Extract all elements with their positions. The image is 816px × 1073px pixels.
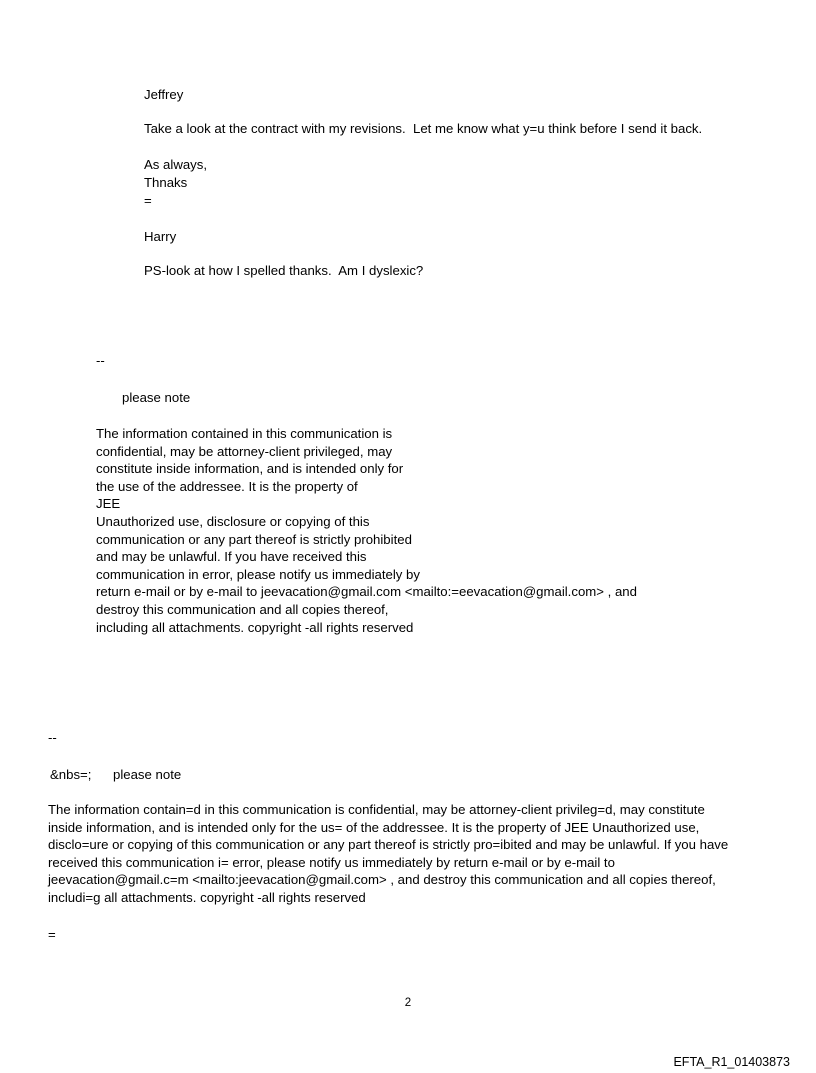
email-body: Take a look at the contract with my revisions. Let me know what y=u think before I send it back. bbox=[144, 121, 703, 136]
disclaimer-line: received this communication i= error, please notify us immediately by return e-mail or by e-mail to bbox=[48, 854, 615, 870]
disclaimer-line: and may be unlawful. If you have received this bbox=[96, 549, 367, 565]
page-number: 2 bbox=[404, 997, 412, 1009]
footer-two-disclaimer bbox=[48, 801, 728, 907]
disclaimer-line: The information contain=d in this communication is confidential, may be attorney-client privileg=d, may constitute bbox=[48, 802, 705, 817]
email-closing-line-3: = bbox=[144, 193, 152, 208]
footer-two-trailing: = bbox=[48, 927, 56, 942]
email-postscript: PS-look at how I spelled thanks. Am I dyslexic? bbox=[144, 263, 424, 278]
footer-one-heading: please note bbox=[122, 390, 191, 405]
email-closing-line-1: As always, bbox=[144, 157, 208, 172]
disclaimer-line: communication in error, please notify us immediately by bbox=[96, 566, 420, 582]
disclaimer-line: includi=g all attachments. copyright -all rights reserved bbox=[48, 889, 366, 905]
email-closing-line-2: Thnaks bbox=[144, 175, 188, 190]
document-id: EFTA_R1_01403873 bbox=[673, 1055, 790, 1069]
disclaimer-line: constitute inside information, and is intended only for bbox=[96, 461, 404, 477]
footer-two-heading: please note bbox=[113, 767, 182, 782]
footer-one-disclaimer bbox=[96, 425, 637, 636]
disclaimer-line: JEE bbox=[96, 496, 121, 512]
disclaimer-line: including all attachments. copyright -all rights reserved bbox=[96, 619, 414, 635]
disclaimer-line: communication or any part thereof is strictly prohibited bbox=[96, 531, 412, 547]
email-signature: Harry bbox=[144, 229, 177, 244]
disclaimer-line: destroy this communication and all copies thereof, bbox=[96, 601, 389, 617]
disclaimer-line: the use of the addressee. It is the property of bbox=[96, 478, 358, 494]
disclaimer-line: inside information, and is intended only for the us= of the addressee. It is the property of JEE Unauthorized use, bbox=[48, 819, 700, 835]
disclaimer-line: return e-mail or by e-mail to jeevacation@gmail.com <mailto:=eevacation@gmail.com> , and bbox=[96, 584, 637, 600]
email-greeting: Jeffrey bbox=[144, 87, 184, 102]
disclaimer-line: Unauthorized use, disclosure or copying of this bbox=[96, 513, 370, 529]
footer-two-separator: -- bbox=[48, 730, 57, 745]
footer-two-entity: &nbs=; bbox=[50, 767, 92, 782]
disclaimer-line: disclo=ure or copying of this communication or any part thereof is strictly pro=ibited and may be unlawful. If you have bbox=[48, 837, 729, 853]
disclaimer-line: jeevacation@gmail.c=m <mailto:jeevacation@gmail.com> , and destroy this communication and all copies thereof, bbox=[48, 872, 716, 888]
disclaimer-line: The information contained in this communication is bbox=[96, 426, 393, 441]
disclaimer-line: confidential, may be attorney-client privileged, may bbox=[96, 443, 393, 459]
footer-one-separator: -- bbox=[96, 353, 105, 368]
